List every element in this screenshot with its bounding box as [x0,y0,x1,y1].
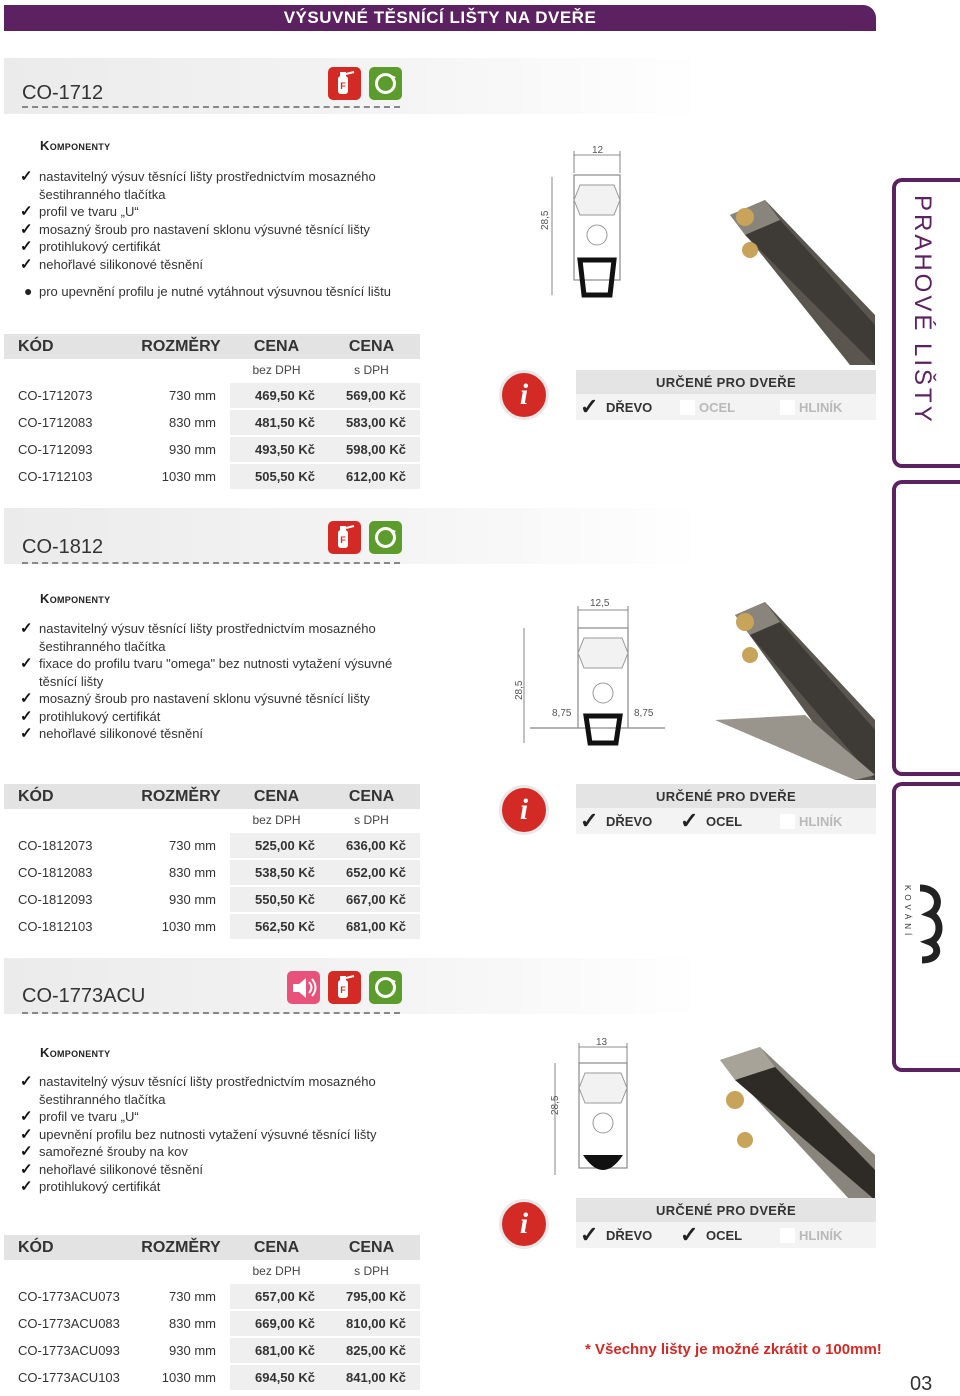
table-row: CO-1773ACU083 830 mm 669,00 Kč 810,00 Kč [4,1311,420,1336]
page-number: 03 [910,1373,933,1395]
table-row: CO-1812073 730 mm 525,00 Kč 636,00 Kč [4,833,420,858]
list-item: ✓ protihlukový certifikát [20,238,161,255]
table-row: CO-1712093 930 mm 493,50 Kč 598,00 Kč [4,437,420,462]
price-table [4,334,420,489]
dimension-width: 12 [592,145,604,156]
purpose-title: URČENÉ PRO DVEŘE [576,1198,876,1222]
check-icon: ✓ [20,1143,33,1160]
feature-list [20,1073,420,1196]
table-row: CO-1773ACU103 1030 mm 694,50 Kč 841,00 Kč [4,1365,420,1390]
option-aluminium: HLINÍK [776,1228,876,1243]
list-item: ✓ upevnění profilu bez nutnosti vytažení výsuvné těsnící lišty [20,1125,377,1143]
note-item: ● pro upevnění profilu je nutné vytáhnout výsuvnou těsnící lištu [24,283,391,299]
feature-list [20,168,420,301]
components-heading: Komponenty [40,138,111,153]
column-header-net: CENA [253,787,300,805]
table-row: CO-1773ACU093 930 mm 681,00 Kč 825,00 Kč [4,1338,420,1363]
check-icon: ✓ [20,168,33,185]
table-row: CO-1812093 930 mm 550,50 Kč 667,00 Kč [4,887,420,912]
dimension-height: 28,5 [514,680,525,700]
table-subheader: bez DPH s DPH [252,1264,389,1278]
check-icon: ✓ [20,1108,33,1125]
list-item: ✓ profil ve tvaru „U“ [20,1108,139,1125]
product-photo [705,600,875,780]
list-item: ✓ protihlukový certifikát [20,1178,161,1195]
fire-extinguisher-icon [328,67,361,100]
side-tab-empty[interactable] [892,480,960,776]
column-header-size: ROZMĚRY [141,1238,221,1256]
check-icon: ✓ [680,1222,699,1247]
option-aluminium: HLINÍK [776,400,876,415]
brand-logo-text: KOVÁNÍ [903,885,912,940]
option-steel: ✓ OCEL [680,808,743,833]
check-icon: ✓ [20,238,33,255]
product-code-title: CO-1712 [22,82,104,104]
brand-logo [916,884,946,964]
table-row: CO-1712083 830 mm 481,50 Kč 583,00 Kč [4,410,420,435]
product-photo [690,195,875,365]
price-table [4,784,420,939]
dimension-left: 8,75 [552,708,572,719]
column-header-code: KÓD [18,337,54,355]
profile-cross-section-drawing [510,598,670,748]
list-item: ✓ nehořlavé silikonové těsnění [20,725,204,742]
table-row: CO-1812083 830 mm 538,50 Kč 652,00 Kč [4,860,420,885]
check-icon: ✓ [20,725,33,742]
bullet-icon: ● [24,283,33,299]
dimension-height: 28,5 [540,210,551,230]
check-icon: ✓ [20,1125,33,1143]
check-icon: ✓ [580,1222,599,1247]
column-header-code: KÓD [18,1238,54,1256]
column-header-net: CENA [253,337,300,355]
option-wood: ✓ DŘEVO [580,808,653,833]
price-table [4,1235,420,1390]
column-header-net: CENA [253,1238,300,1256]
purpose-title: URČENÉ PRO DVEŘE [576,370,876,394]
list-item: ✓ samořezné šrouby na kov [20,1143,188,1160]
table-row: CO-1773ACU073 730 mm 657,00 Kč 795,00 Kč [4,1284,420,1309]
components-heading: Komponenty [40,1045,111,1060]
info-icon[interactable]: i [499,370,549,420]
check-icon: ✓ [20,1178,33,1195]
check-icon: ✓ [20,1160,33,1178]
empty-box-icon [780,814,795,829]
purpose-options [576,808,876,834]
empty-box-icon [680,400,695,415]
list-item: ✓ profil ve tvaru „U“ [20,203,139,220]
table-row: CO-1812103 1030 mm 562,50 Kč 681,00 Kč [4,914,420,939]
column-header-code: KÓD [18,787,54,805]
list-item: ✓ nastavitelný výsuv těsnící lišty prostřednictvím mosazného šestihranného tlačítka [20,620,376,654]
svg-text:F: F [340,535,346,545]
side-tab-label: PRAHOVÉ LIŠTY [909,195,936,425]
fire-extinguisher-icon [328,521,361,554]
table-header [4,334,420,359]
door-purpose-panel [576,784,876,834]
option-steel: ✓ OCEL [680,1222,743,1247]
list-item: ✓ fixace do profilu tvaru "omega" bez nutnosti vytažení výsuvné těsnící lišty [20,655,393,689]
svg-text:F: F [340,985,346,995]
info-icon[interactable]: i [499,785,549,835]
components-heading: Komponenty [40,591,111,606]
column-header-gross: CENA [348,337,395,355]
table-header [4,784,420,809]
recycle-icon [369,521,402,554]
check-icon: ✓ [20,203,33,220]
door-purpose-panel [576,1198,876,1248]
list-item: ✓ nehořlavé silikonové těsnění [20,255,204,273]
fire-extinguisher-icon [328,971,361,1004]
check-icon: ✓ [20,620,33,637]
list-item: ✓ nastavitelný výsuv těsnící lišty prostřednictvím mosazného šestihranného tlačítka [20,1073,376,1107]
footnote: * Všechny lišty je možné zkrátit o 100mm! [585,1341,882,1358]
svg-text:F: F [340,81,346,91]
table-subheader: bez DPH s DPH [252,813,389,827]
empty-box-icon [780,1228,795,1243]
dimension-height: 28,5 [550,1095,561,1115]
dashed-divider [22,106,400,108]
check-icon: ✓ [20,655,33,672]
dimension-width: 12,5 [590,598,610,609]
list-item: ✓ mosazný šroub pro nastavení sklonu výsuvné těsnící lišty [20,690,370,707]
feature-list [20,620,420,743]
table-subheader: bez DPH s DPH [252,363,389,377]
page-title-bar [4,5,876,31]
column-header-size: ROZMĚRY [141,787,221,805]
check-icon: ✓ [20,255,33,273]
column-header-gross: CENA [348,787,395,805]
product-code-title: CO-1773ACU [22,985,146,1007]
product-code-title: CO-1812 [22,536,104,558]
list-item: ✓ nastavitelný výsuv těsnící lišty prostřednictvím mosazného šestihranného tlačítka [20,168,376,202]
check-icon: ✓ [580,808,599,833]
page-title: VÝSUVNÉ TĚSNÍCÍ LIŠTY NA DVEŘE [283,8,597,27]
check-icon: ✓ [20,707,33,725]
list-item: ✓ nehořlavé silikonové těsnění [20,1160,204,1178]
recycle-icon [369,67,402,100]
door-purpose-panel [576,370,876,420]
purpose-options [576,1222,876,1248]
table-row: CO-1712073 730 mm 469,50 Kč 569,00 Kč [4,383,420,408]
check-icon: ✓ [20,690,33,707]
purpose-title: URČENÉ PRO DVEŘE [576,784,876,808]
check-icon: ✓ [580,394,599,419]
empty-box-icon [780,400,795,415]
column-header-gross: CENA [348,1238,395,1256]
recycle-icon [369,971,402,1004]
list-item: ✓ mosazný šroub pro nastavení sklonu výsuvné těsnící lišty [20,220,370,238]
option-aluminium: HLINÍK [776,814,876,829]
dashed-divider [22,562,400,564]
info-icon[interactable]: i [499,1199,549,1249]
purpose-options [576,394,876,420]
dimension-width: 13 [596,1037,608,1048]
product-photo [700,1045,875,1200]
table-row: CO-1712103 1030 mm 505,50 Kč 612,00 Kč [4,464,420,489]
column-header-size: ROZMĚRY [141,337,221,355]
table-header [4,1235,420,1260]
sound-insulation-icon [287,971,320,1004]
check-icon: ✓ [20,1073,33,1090]
check-icon: ✓ [20,220,33,238]
check-icon: ✓ [680,808,699,833]
dimension-right: 8,75 [634,708,654,719]
option-wood: ✓ DŘEVO [580,394,653,419]
option-steel: OCEL [676,400,776,415]
profile-cross-section-drawing [540,145,630,305]
list-item: ✓ protihlukový certifikát [20,707,161,725]
option-wood: ✓ DŘEVO [580,1222,653,1247]
dashed-divider [22,1012,400,1014]
